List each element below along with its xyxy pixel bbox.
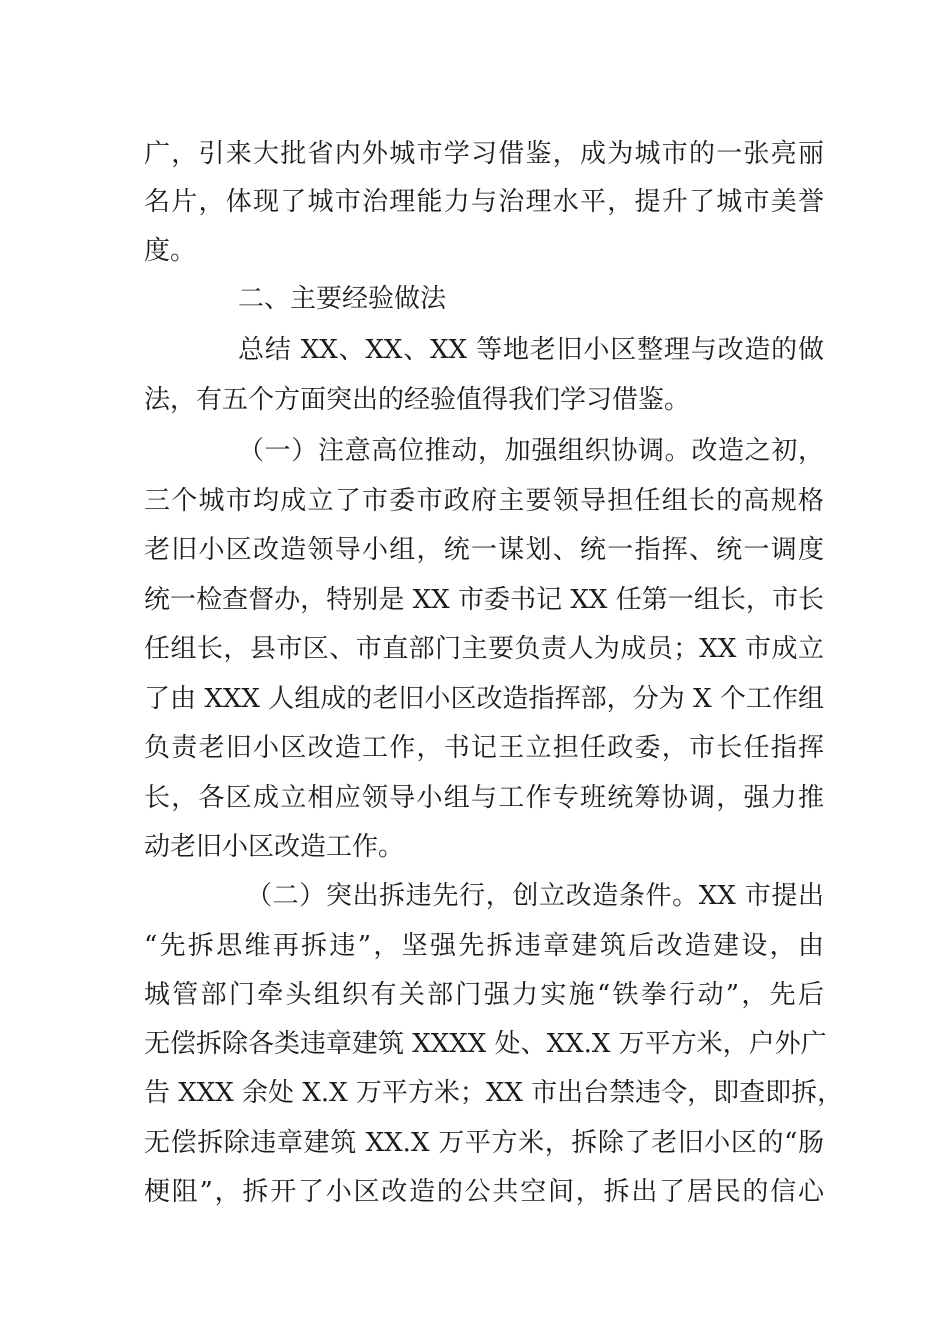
subsection-heading: （二）突出拆违先行，创立改造条件。XX 市提出	[246, 881, 824, 911]
text-line: 负责老旧小区改造工作，书记王立担任政委，市长任指挥	[144, 733, 824, 763]
text-line: 告 XXX 余处 X.X 万平方米；XX 市出台禁违令，即查即拆，	[144, 1078, 844, 1108]
text-line: 梗阻”，拆开了小区改造的公共空间，拆出了居民的信心	[144, 1177, 824, 1207]
subsection-heading: （一）注意高位推动，加强组织协调。改造之初，	[238, 436, 824, 466]
text-line: 了由 XXX 人组成的老旧小区改造指挥部，分为 X 个工作组	[144, 684, 824, 714]
text-line: 无偿拆除违章建筑 XX.X 万平方米，拆除了老旧小区的“肠	[144, 1128, 824, 1158]
text-line: 长，各区成立相应领导小组与工作专班统筹协调，强力推	[144, 783, 824, 813]
text-line: 名片，体现了城市治理能力与治理水平，提升了城市美誉	[144, 187, 824, 217]
text-line: 无偿拆除各类违章建筑 XXXX 处、XX.X 万平方米，户外广	[144, 1029, 827, 1059]
text-line: 统一检查督办，特别是 XX 市委书记 XX 任第一组长，市长	[144, 585, 824, 615]
text-line: 任组长，县市区、市直部门主要负责人为成员；XX 市成立	[144, 634, 824, 664]
section-heading: 二、主要经验做法	[238, 284, 447, 314]
text-line: 动老旧小区改造工作。	[144, 832, 405, 862]
text-line: 总结 XX、XX、XX 等地老旧小区整理与改造的做	[238, 335, 824, 365]
text-line: 城管部门牵头组织有关部门强力实施“铁拳行动”，先后	[144, 980, 824, 1010]
text-line: “先拆思维再拆违”，坚强先拆违章建筑后改造建设，由	[144, 931, 824, 961]
text-line: 三个城市均成立了市委市政府主要领导担任组长的高规格	[144, 486, 824, 516]
text-line: 法，有五个方面突出的经验值得我们学习借鉴。	[144, 385, 691, 415]
text-line: 度。	[144, 236, 197, 266]
text-line: 广，引来大批省内外城市学习借鉴，成为城市的一张亮丽	[144, 139, 824, 169]
text-line: 老旧小区改造领导小组，统一谋划、统一指挥、统一调度	[144, 535, 824, 565]
